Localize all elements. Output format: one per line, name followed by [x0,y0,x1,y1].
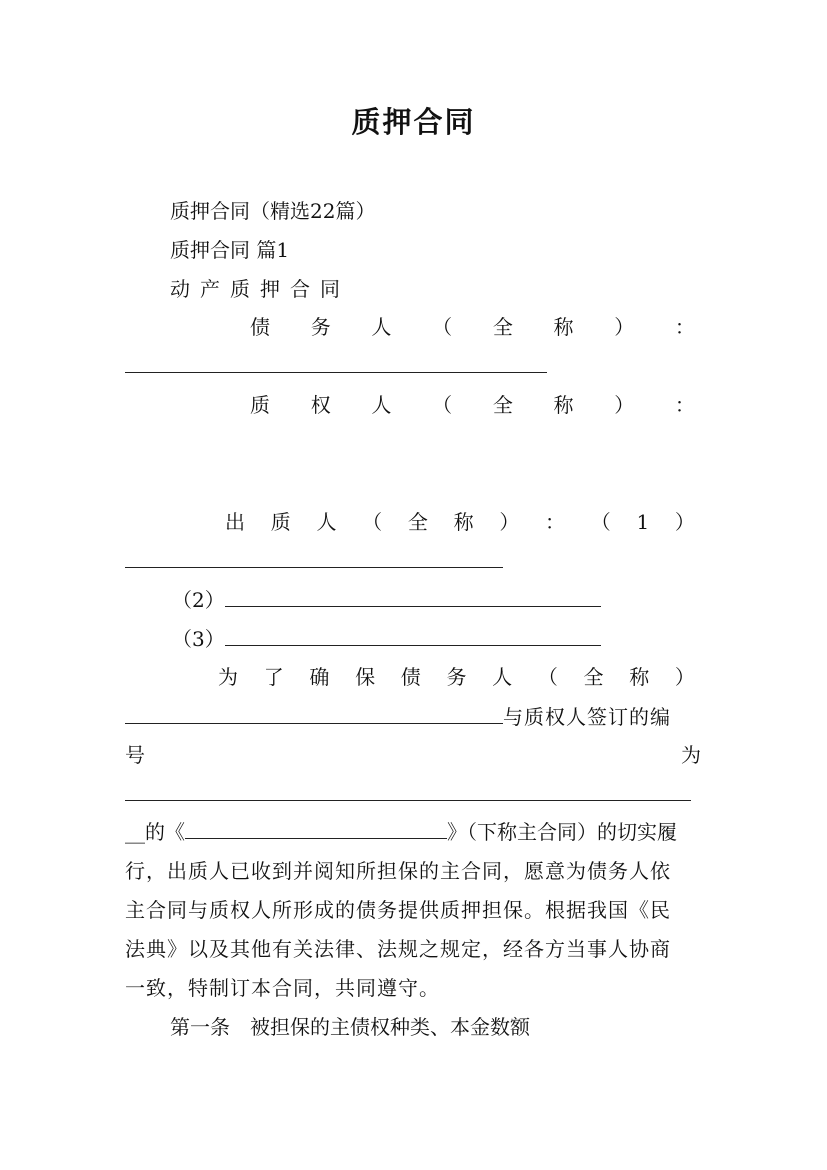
heading-line: 动产质押合同 [170,277,350,301]
subtitle-line: 质押合同（精选22篇） [170,199,376,223]
pledger-blank-2 [225,586,601,607]
para-line-3-right: 为 [681,743,701,767]
item3-label: （3） [172,627,225,651]
contract-number-blank [125,800,691,801]
para-line-8: 法典》以及其他有关法律、法规之规定，经各方当事人协商 [125,937,671,961]
pledger-item-2 [172,586,601,614]
pledger-item-3 [172,625,601,653]
pledger-blank-3 [225,625,601,646]
para-line-2 [125,703,671,731]
para-line-2-text: 与质权人签订的编 [503,705,671,729]
para-line-1: 为 了 确 保 债 务 人 （ 全 称 ） [218,665,695,689]
document-title: 质押合同 [351,105,476,139]
para-line-7: 主合同与质权人所形成的债务提供质押担保。根据我国《民 [125,898,671,922]
para-line-9: 一致，特制订本合同，共同遵守。 [125,976,440,1000]
debtor-label: 债 务 人 （ 全 称 ） ： [250,315,695,339]
pledgee-label: 质 权 人 （ 全 称 ） ： [250,393,695,417]
para-line-3-left: 号 [125,743,145,767]
item2-label: （2） [172,588,225,612]
para-line-5-a: __的《 [125,820,185,844]
pledger-label: 出 质 人 （ 全 称 ） ： （ 1 ） [225,510,695,534]
debtor-blank [125,372,547,373]
article-1-heading: 第一条 被担保的主债权种类、本金数额 [170,1015,530,1039]
section-line: 质押合同 篇1 [170,238,290,262]
para-line-6: 行，出质人已收到并阅知所担保的主合同，愿意为债务人依 [125,859,671,883]
contract-name-blank [185,818,447,839]
agreement-party-blank [125,703,503,724]
para-line-5-b: 》（下称主合同）的切实履 [447,820,677,844]
para-line-5 [125,818,677,846]
pledger-blank-1 [125,567,503,568]
